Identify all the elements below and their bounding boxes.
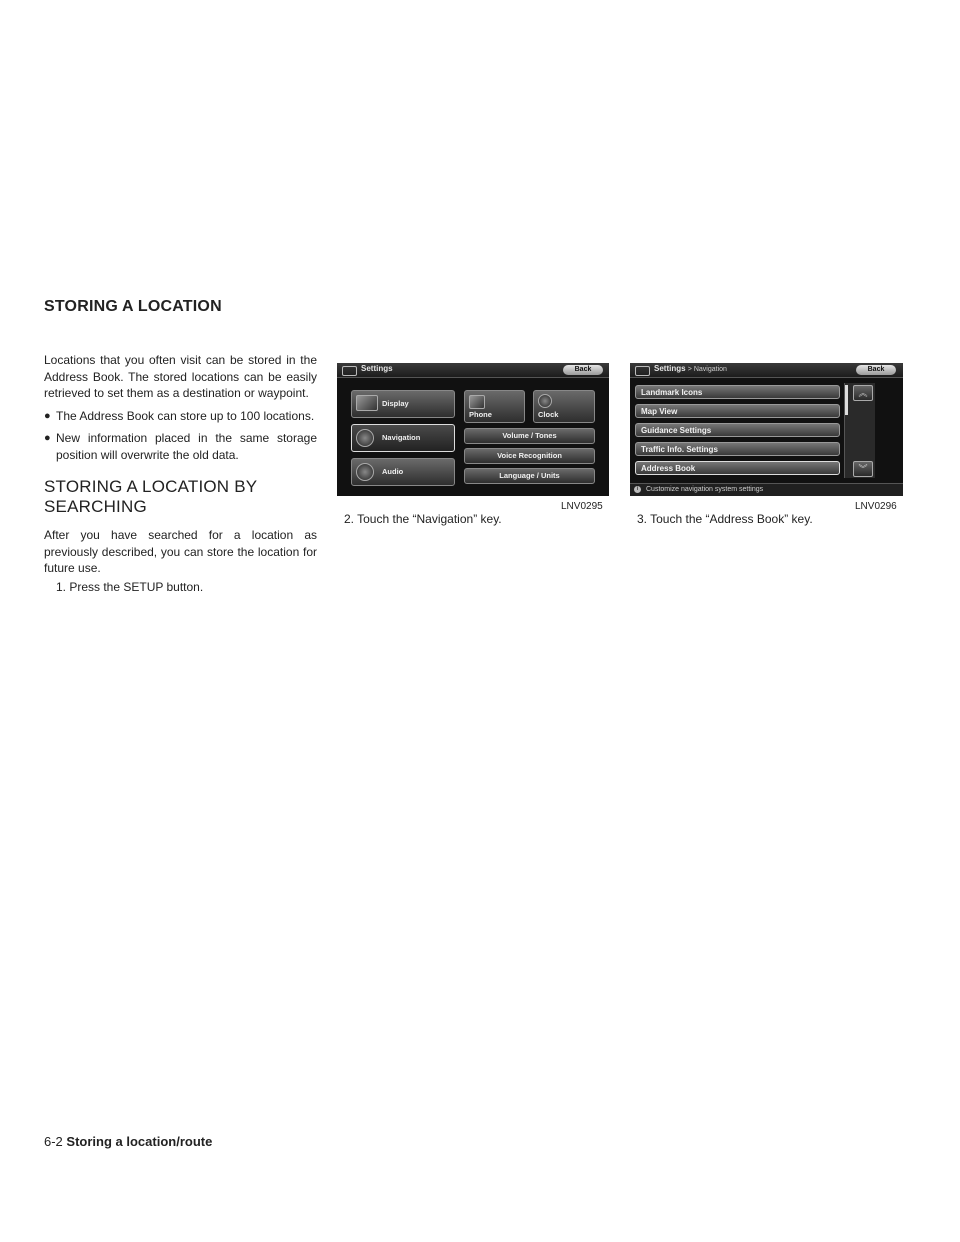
status-bar [630,483,903,496]
menu-icon [635,366,650,376]
navigation-icon [356,429,374,447]
section-title: STORING A LOCATION [44,298,222,315]
list-item-guidance-settings[interactable]: Guidance Settings [635,423,840,437]
navigation-key[interactable]: Navigation [351,424,455,452]
bullet-item [44,430,317,463]
page-footer [44,1134,212,1149]
clock-key[interactable]: Clock [533,390,595,423]
display-key[interactable]: Display [351,390,455,418]
bullet-icon: ● [44,409,51,422]
phone-key[interactable]: Phone [464,390,525,423]
back-button[interactable]: Back [856,365,896,375]
list-item-map-view[interactable]: Map View [635,404,840,418]
status-text: Customize navigation system settings [646,486,764,493]
figure-code: LNV0295 [561,501,603,512]
text-column [44,352,317,595]
scroll-up-icon[interactable]: ︽ [853,385,873,401]
subheading: STORING A LOCATION BY SEARCHING [44,477,257,516]
phone-icon [469,395,485,409]
page-number: 6-2 [44,1134,63,1149]
bullet-text: The Address Book can store up to 100 locations. [56,408,315,423]
screen-title: Settings [361,364,393,373]
settings-screen [337,363,609,496]
list-item-address-book[interactable]: Address Book [635,461,840,475]
voice-recognition-key[interactable]: Voice Recognition [464,448,595,464]
scrollbar[interactable] [844,383,875,478]
navigation-settings-screen [630,363,903,496]
volume-tones-key[interactable]: Volume / Tones [464,428,595,444]
scroll-down-icon[interactable]: ︾ [853,461,873,477]
list-item-traffic-info-settings[interactable]: Traffic Info. Settings [635,442,840,456]
step-3: 3. Touch the “Address Book” key. [637,512,813,526]
scroll-thumb[interactable] [845,385,848,415]
step-2: 2. Touch the “Navigation” key. [344,512,502,526]
step-1: 1. Press the SETUP button. [56,579,204,594]
chapter-title: Storing a location/route [66,1134,213,1149]
screen-title: Settings > Navigation [654,364,727,373]
info-icon: i [634,486,641,493]
clock-icon [538,394,552,408]
intro-paragraph: Locations that you often visit can be stored in the Address Book. The stored locations can be easily retrieved to set them as a destination or waypoint. [44,353,317,400]
list-item-landmark-icons[interactable]: Landmark Icons [635,385,840,399]
language-units-key[interactable]: Language / Units [464,468,595,484]
audio-icon [356,463,374,481]
display-icon [356,395,378,411]
bullet-item [44,408,317,425]
back-button[interactable]: Back [563,365,603,375]
bullet-text: New information placed in the same storage position will overwrite the old data. [56,431,317,462]
sub-intro-paragraph: After you have searched for a location as previously described, you can store the location for future use. [44,528,317,575]
screen-title-bar [630,363,903,378]
screen-title-bar [337,363,609,378]
menu-icon [342,366,357,376]
figure-code: LNV0296 [855,501,897,512]
screen-subtitle: > Navigation [687,366,727,373]
audio-key[interactable]: Audio [351,458,455,486]
bullet-icon: ● [44,432,51,444]
